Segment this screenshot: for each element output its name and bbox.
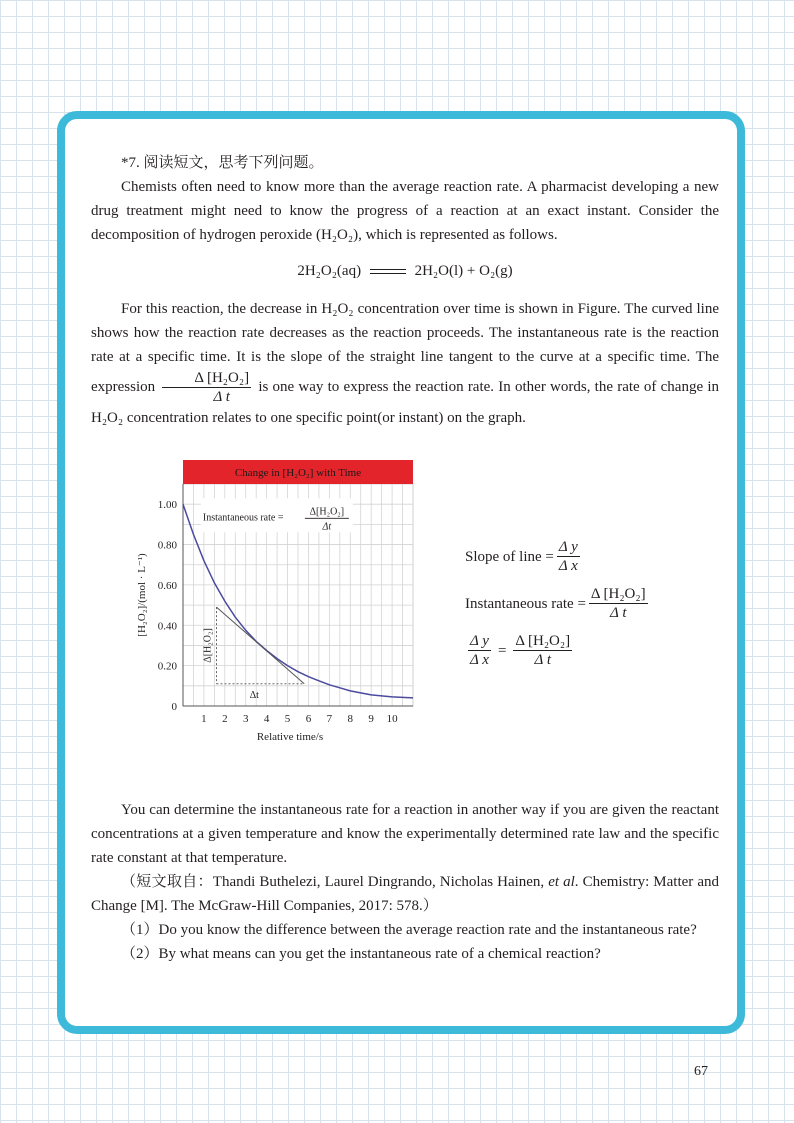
equivalence-right-numerator: Δ [H₂O₂] — [515, 633, 571, 649]
source-prefix: （短文取自：Thandi Buthelezi, Laurel Dingrando, Nicholas Hainen, — [121, 874, 545, 890]
y-tick-label: 0.20 — [157, 660, 177, 673]
x-axis-label: Relative time/s — [256, 731, 324, 743]
equivalence-right-denominator: Δ t — [534, 652, 551, 668]
y-tick-label: 0.40 — [157, 620, 177, 633]
delta-y-label: Δ[H₂O₂] — [202, 628, 214, 663]
paragraph-2 — [91, 297, 719, 430]
figure — [91, 438, 719, 798]
concentration-chart — [131, 454, 431, 774]
formula-annotation-denominator: Δt — [322, 521, 332, 533]
equation-right: 2H₂O(l) + O₂(g) — [414, 263, 513, 279]
equivalence-right — [513, 632, 572, 669]
rate-label: Instantaneous rate = — [465, 595, 586, 612]
y-tick-label: 0.80 — [157, 539, 177, 552]
exercise-heading: *7. 阅读短文，思考下列问题。 — [121, 155, 324, 171]
equals-sign-icon — [370, 269, 406, 274]
y-axis-label: [H₂O₂]/(mol · L⁻¹) — [136, 553, 148, 637]
rate-expression-denominator: Δ t — [213, 389, 230, 405]
y-tick-label: 0 — [171, 701, 177, 713]
formula-annotation-numerator: Δ[H₂O₂] — [309, 506, 345, 518]
exercise-content — [91, 151, 719, 966]
rate-expression-numerator: Δ [H₂O₂] — [162, 369, 251, 388]
slope-numerator: Δ y — [558, 539, 578, 555]
equivalence-sign: = — [497, 642, 507, 659]
rate-denominator: Δ t — [610, 605, 627, 621]
equivalence-left — [468, 632, 491, 669]
x-tick-label: 1 — [201, 713, 207, 725]
y-tick-label: 1.00 — [157, 499, 177, 512]
y-tick-label: 0.60 — [157, 579, 177, 592]
x-tick-label: 7 — [326, 713, 333, 725]
chart-container — [131, 454, 431, 774]
question-2: （2）By what means can you get the instantaneous rate of a chemical reaction? — [121, 946, 601, 962]
x-tick-label: 4 — [263, 713, 270, 725]
paragraph-1: Chemists often need to know more than the average reaction rate. A pharmacist developing a new drug treatment might need to know the progress of a reaction at an exact instant. Consider the decomposition of hydrogen peroxide (H₂O₂), which is represented as follows. — [91, 179, 719, 243]
chemical-equation — [91, 259, 719, 283]
page-number: 67 — [694, 1064, 708, 1079]
x-tick-label: 6 — [305, 713, 312, 725]
delta-x-label: Δt — [249, 689, 259, 701]
x-tick-label: 3 — [242, 713, 249, 725]
rate-numerator: Δ [H₂O₂] — [590, 586, 646, 602]
rate-expression — [162, 369, 251, 406]
formula-panel — [465, 538, 715, 679]
slope-label: Slope of line = — [465, 548, 554, 565]
slope-denominator: Δ x — [558, 558, 578, 574]
slope-fraction — [557, 538, 580, 575]
x-tick-label: 10 — [386, 713, 398, 725]
equivalence-left-denominator: Δ x — [470, 652, 489, 668]
exercise-card — [57, 111, 745, 1034]
equivalence-formula — [465, 632, 715, 669]
x-tick-label: 2 — [222, 713, 228, 725]
paragraph-2-part2: is one way to express the reaction rate. In other words, the rate of change in H₂O₂ concentration relates to one specific point(or instant) on the graph. — [91, 378, 720, 426]
x-tick-label: 8 — [347, 713, 354, 725]
paragraph-2-part1: For this reaction, the decrease in H₂O₂ concentration over time is shown in Figure. The curved line shows how the reaction rate decreases as the reaction proceeds. The instantaneous rate is the reaction rate at a specific time. It is the slope of the straight line tangent to the curve at a specific time. The expression — [91, 301, 719, 395]
source-citation — [91, 870, 719, 918]
paragraph-3: You can determine the instantaneous rate for a reaction in another way if you are given the reactant concentrations at a given temperature and know the experimentally determined rate law and the specific rate constant at that temperature. — [91, 802, 719, 866]
x-tick-label: 5 — [284, 713, 291, 725]
equivalence-left-numerator: Δ y — [470, 633, 489, 649]
rate-fraction — [589, 585, 648, 622]
x-tick-label: 9 — [368, 713, 374, 725]
rate-formula — [465, 585, 715, 622]
chart-title: Change in [H₂O₂] with Time — [234, 467, 362, 479]
source-suffix: . Chemistry: Matter and Change [M]. The McGraw-Hill Companies, 2017: 578.） — [91, 874, 719, 914]
formula-annotation-label: Instantaneous rate = — [202, 512, 284, 524]
question-1: （1）Do you know the difference between the average reaction rate and the instantaneous rate? — [121, 922, 697, 938]
source-etal: et al — [548, 874, 575, 890]
slope-formula — [465, 538, 715, 575]
equation-left: 2H₂O₂(aq) — [297, 263, 362, 279]
